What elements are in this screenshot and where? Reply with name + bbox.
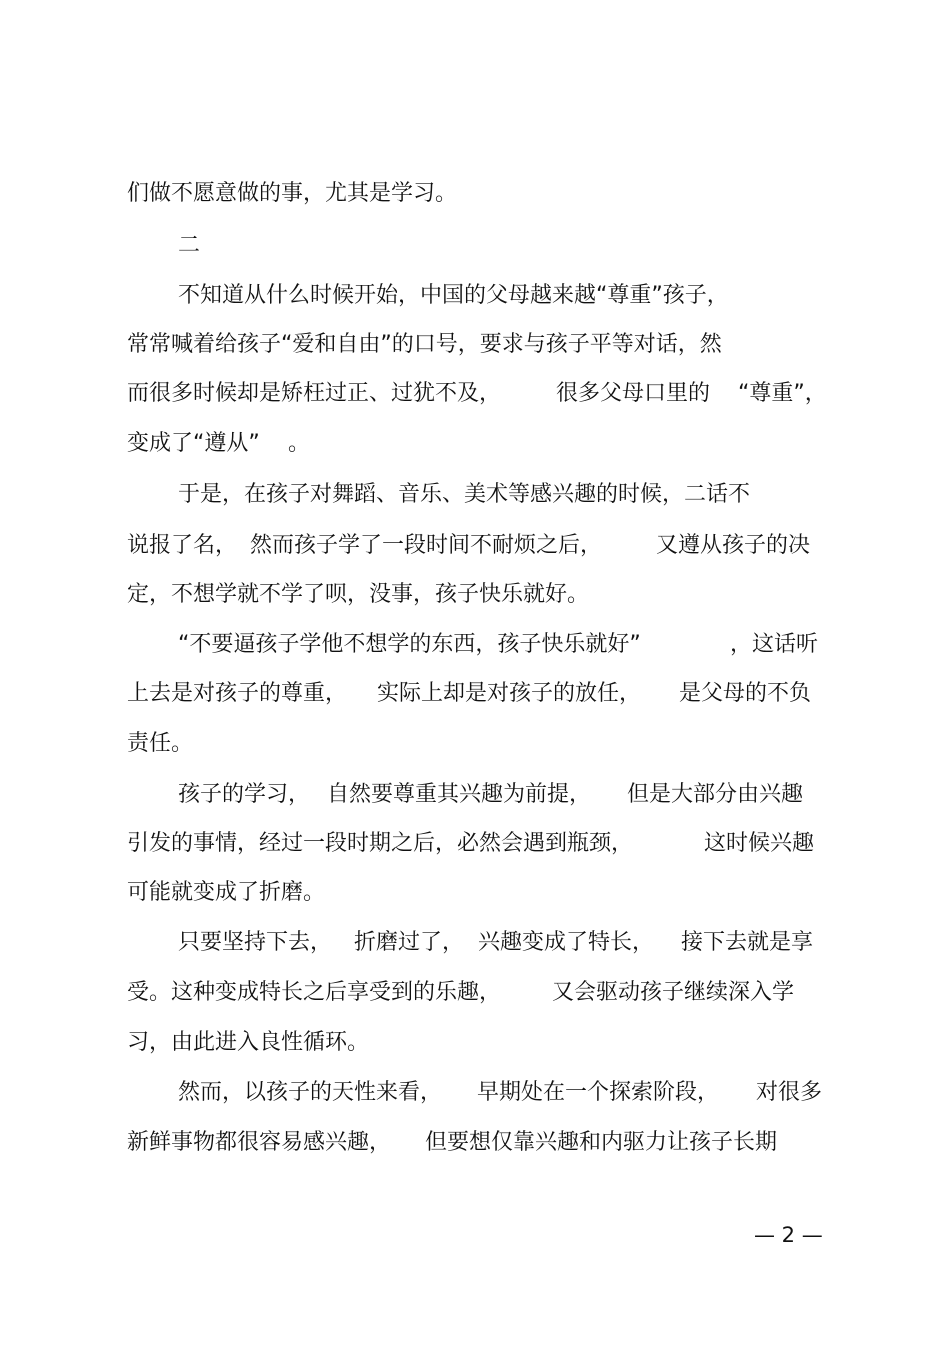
- text-line: 变成了“遵从”: [127, 431, 260, 456]
- text-line: 实际上却是对孩子的放任，: [377, 681, 642, 706]
- text-line: 定，不想学就不学了呗，没事，孩子快乐就好。: [127, 582, 590, 607]
- text-line: 又遵从孩子的决: [656, 533, 811, 558]
- text-line: 只要坚持下去，: [178, 930, 333, 955]
- text-line: 兴趣变成了特长，: [478, 930, 655, 955]
- text-line: 责任。: [127, 731, 194, 756]
- text-line: 然而孩子学了一段时间不耐烦之后，: [250, 533, 603, 558]
- text-line: 上去是对孩子的尊重，: [127, 681, 348, 706]
- text-line: 说报了名，: [127, 533, 238, 558]
- text-line: 早期处在一个探索阶段，: [477, 1080, 720, 1105]
- text-line: 但是大部分由兴趣: [627, 782, 804, 807]
- text-line: 接下去就是享: [681, 930, 814, 955]
- text-line: 受。这种变成特长之后享受到的乐趣，: [127, 980, 502, 1005]
- text-line: 可能就变成了折磨。: [127, 880, 326, 905]
- text-line: 然而，以孩子的天性来看，: [178, 1080, 443, 1105]
- text-line: 新鲜事物都很容易感兴趣，: [127, 1130, 392, 1155]
- text-line: 又会驱动孩子继续深入学: [552, 980, 795, 1005]
- text-line: 不知道从什么时候开始，中国的父母越来越“尊重”孩子，: [178, 283, 729, 308]
- text-line: 而很多时候却是矫枉过正、过犹不及，: [127, 381, 502, 406]
- text-line: 。: [288, 431, 311, 456]
- page-number: — 2 —: [754, 1223, 823, 1247]
- text-line: 很多父母口里的: [556, 381, 711, 406]
- text-line: 于是，在孩子对舞蹈、音乐、美术等感兴趣的时候，二话不: [178, 482, 751, 507]
- text-line: 自然要尊重其兴趣为前提，: [327, 782, 592, 807]
- text-line: 孩子的学习，: [178, 782, 311, 807]
- text-line: 对很多: [756, 1080, 823, 1105]
- section-heading: 二: [178, 233, 201, 258]
- text-line: 们做不愿意做的事，尤其是学习。: [127, 181, 458, 206]
- text-line: 习，由此进入良性循环。: [127, 1030, 370, 1055]
- text-line: ，这话听: [730, 632, 819, 657]
- text-line: 但要想仅靠兴趣和内驱力让孩子长期: [425, 1130, 778, 1155]
- text-line: 常常喊着给孩子“爱和自由”的口号，要求与孩子平等对话，然: [127, 332, 722, 357]
- text-line: 这时候兴趣: [704, 831, 815, 856]
- text-line: 引发的事情，经过一段时期之后，必然会遇到瓶颈，: [127, 831, 634, 856]
- text-line: 是父母的不负: [679, 681, 812, 706]
- text-line: “尊重”，: [738, 381, 827, 406]
- text-line: “不要逼孩子学他不想学的东西，孩子快乐就好”: [178, 632, 641, 657]
- text-line: 折磨过了，: [354, 930, 465, 955]
